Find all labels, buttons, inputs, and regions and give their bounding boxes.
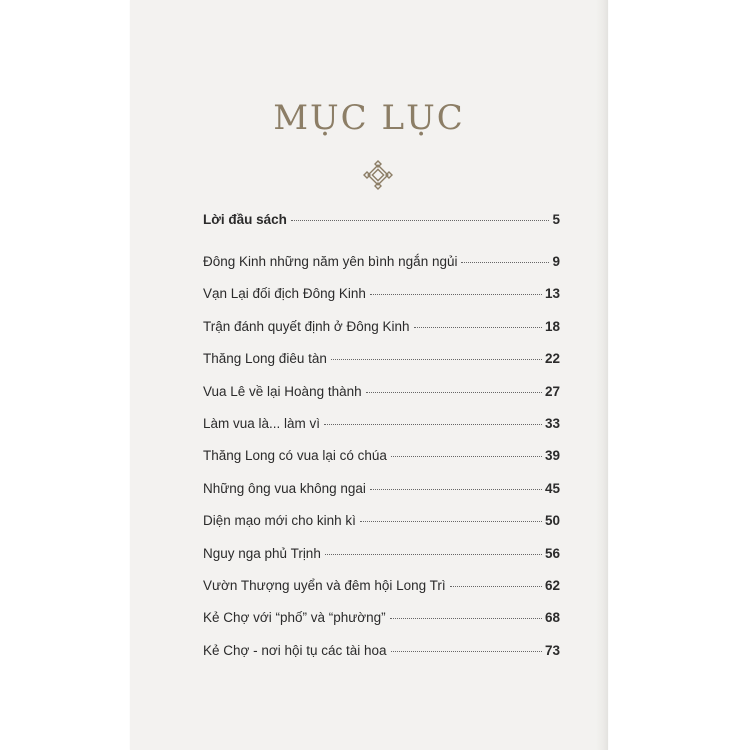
toc-entry-title: Vua Lê về lại Hoàng thành xyxy=(203,383,362,399)
toc-entry-title: Vạn Lại đối địch Đông Kinh xyxy=(203,286,366,302)
toc-entry-page: 33 xyxy=(544,415,560,431)
leader-dots xyxy=(370,489,542,490)
toc-entry-title: Trận đánh quyết định ở Đông Kinh xyxy=(203,318,410,334)
toc-entry-page: 22 xyxy=(544,351,560,367)
toc-entry[interactable] xyxy=(203,546,560,578)
toc-entry[interactable] xyxy=(203,448,560,480)
toc-entry-title: Nguy nga phủ Trịnh xyxy=(203,545,321,561)
toc-entry[interactable] xyxy=(203,319,560,351)
toc-entry-title: Đông Kinh những năm yên bình ngắn ngủi xyxy=(203,254,458,269)
toc-entry-page: 68 xyxy=(544,610,560,626)
toc-entry-page: 27 xyxy=(544,383,560,399)
toc-entry-page: 13 xyxy=(544,286,560,302)
toc-entry[interactable] xyxy=(203,643,560,675)
toc-entry[interactable] xyxy=(203,286,560,318)
toc-entry-title: Kẻ Chợ - nơi hội tụ các tài hoa xyxy=(203,642,387,658)
leader-dots xyxy=(370,294,542,295)
page-title: MỤC LỤC xyxy=(273,98,465,138)
toc-entry-page: 39 xyxy=(544,448,560,464)
toc-entry-title: Thăng Long điêu tàn xyxy=(203,351,327,367)
toc-entry[interactable] xyxy=(203,384,560,416)
leader-dots xyxy=(360,521,542,522)
toc-entry-page: 73 xyxy=(544,642,560,658)
leader-dots xyxy=(331,359,542,360)
toc-entry-title: Thăng Long có vua lại có chúa xyxy=(203,448,387,464)
leader-dots xyxy=(324,424,542,425)
toc-entry-page: 50 xyxy=(544,513,560,529)
toc-entry[interactable] xyxy=(203,578,560,610)
toc-entry[interactable] xyxy=(203,416,560,448)
toc-entry[interactable] xyxy=(203,351,560,383)
leader-dots xyxy=(461,262,549,263)
toc-entry[interactable] xyxy=(203,610,560,642)
toc-entry-title: Làm vua là... làm vì xyxy=(203,415,321,431)
leader-dots xyxy=(325,554,542,555)
toc-entry[interactable] xyxy=(203,212,560,254)
leader-dots xyxy=(414,327,542,328)
leader-dots xyxy=(450,586,542,587)
toc-entry-title: Diện mạo mới cho kinh kì xyxy=(203,513,356,529)
leader-dots xyxy=(291,220,550,221)
toc-entry-title: Vườn Thượng uyển và đêm hội Long Trì xyxy=(203,577,446,593)
toc-entry-title: Kẻ Chợ với “phố” và “phường” xyxy=(203,610,386,626)
toc-entry-page: 18 xyxy=(544,318,560,334)
leader-dots xyxy=(366,392,542,393)
toc-entry-title: Những ông vua không ngai xyxy=(203,480,366,496)
table-of-contents xyxy=(203,212,560,675)
leader-dots xyxy=(391,651,542,652)
toc-entry-page: 45 xyxy=(544,480,560,496)
leader-dots xyxy=(391,456,542,457)
toc-entry-page: 62 xyxy=(544,577,560,593)
toc-entry-page: 5 xyxy=(552,212,560,227)
toc-entry-page: 9 xyxy=(552,254,560,269)
leader-dots xyxy=(390,618,542,619)
toc-entry-page: 56 xyxy=(544,545,560,561)
toc-entry[interactable] xyxy=(203,481,560,513)
toc-entry-title: Lời đầu sách xyxy=(203,212,287,227)
toc-entry[interactable] xyxy=(203,513,560,545)
endless-knot-icon xyxy=(361,158,395,192)
toc-entry[interactable] xyxy=(203,254,560,286)
